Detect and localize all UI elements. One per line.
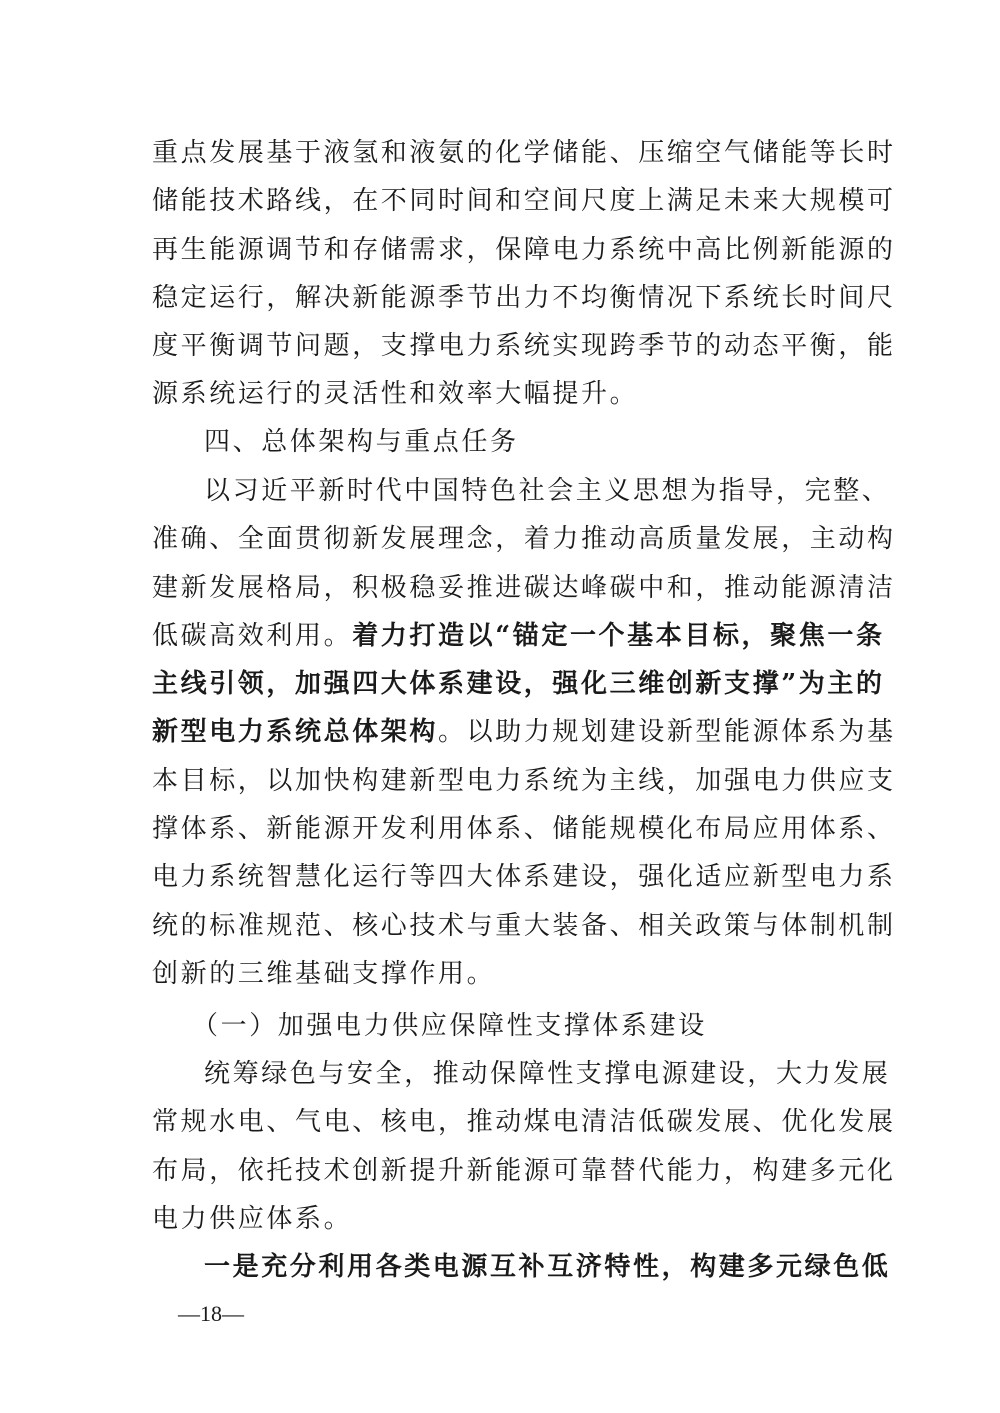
paragraph-overall-architecture xyxy=(152,467,896,998)
text-line: 度平衡调节问题，支撑电力系统实现跨季节的动态平衡，能 xyxy=(152,331,896,362)
section-heading: 四、总体架构与重点任务 xyxy=(204,427,519,457)
text-line-mixed xyxy=(152,612,885,660)
text-line: 准确、全面贯彻新发展理念，着力推动高质量发展，主动构 xyxy=(152,524,896,555)
text-line-emphasis: 主线引领，加强四大体系建设，强化三维创新支撑”为主的 xyxy=(152,669,885,700)
text-line: 创新的三维基础支撑作用。 xyxy=(152,958,496,989)
text-emphasis: 着力打造以“锚定一个基本目标，聚焦一条 xyxy=(352,620,885,651)
text-normal: 低碳高效利用。 xyxy=(152,620,353,651)
page-number: —18— xyxy=(178,1301,244,1326)
text-emphasis: 新型电力系统总体架构 xyxy=(152,717,439,748)
text-line: 撑体系、新能源开发利用体系、储能规模化布局应用体系、 xyxy=(152,814,896,845)
text-line: 统筹绿色与安全，推动保障性支撑电源建设，大力发展 xyxy=(204,1059,891,1089)
text-line: 源系统运行的灵活性和效率大幅提升。 xyxy=(152,379,639,410)
paragraph-first-point: 一是充分利用各类电源互补互济特性，构建多元绿色低 xyxy=(204,1252,891,1282)
paragraph-power-supply xyxy=(152,1050,896,1243)
text-line: 稳定运行，解决新能源季节出力不均衡情况下系统长时间尺 xyxy=(152,282,896,313)
text-line: 储能技术路线，在不同时间和空间尺度上满足未来大规模可 xyxy=(152,186,896,217)
text-line: 以习近平新时代中国特色社会主义思想为指导，完整、 xyxy=(204,476,891,506)
subsection-heading: （一）加强电力供应保障性支撑体系建设 xyxy=(192,1011,707,1041)
text-line: 常规水电、气电、核电，推动煤电清洁低碳发展、优化发展 xyxy=(152,1107,896,1138)
text-line: 重点发展基于液氢和液氨的化学储能、压缩空气储能等长时 xyxy=(152,138,896,168)
text-line: 电力系统智慧化运行等四大体系建设，强化适应新型电力系 xyxy=(152,862,896,893)
text-normal: 。以助力规划建设新型能源体系为基 xyxy=(438,717,896,748)
text-line: 建新发展格局，积极稳妥推进碳达峰碳中和，推动能源清洁 xyxy=(152,572,896,603)
text-line: 电力供应体系。 xyxy=(152,1203,353,1234)
text-line: 再生能源调节和存储需求，保障电力系统中高比例新能源的 xyxy=(152,234,896,265)
text-line: 统的标准规范、核心技术与重大装备、相关政策与体制机制 xyxy=(152,910,896,941)
paragraph-storage-routes xyxy=(152,129,896,419)
text-line-mixed xyxy=(152,708,896,756)
text-line: 布局，依托技术创新提升新能源可靠替代能力，构建多元化 xyxy=(152,1155,896,1186)
text-line: 本目标，以加快构建新型电力系统为主线，加强电力供应支 xyxy=(152,765,896,796)
